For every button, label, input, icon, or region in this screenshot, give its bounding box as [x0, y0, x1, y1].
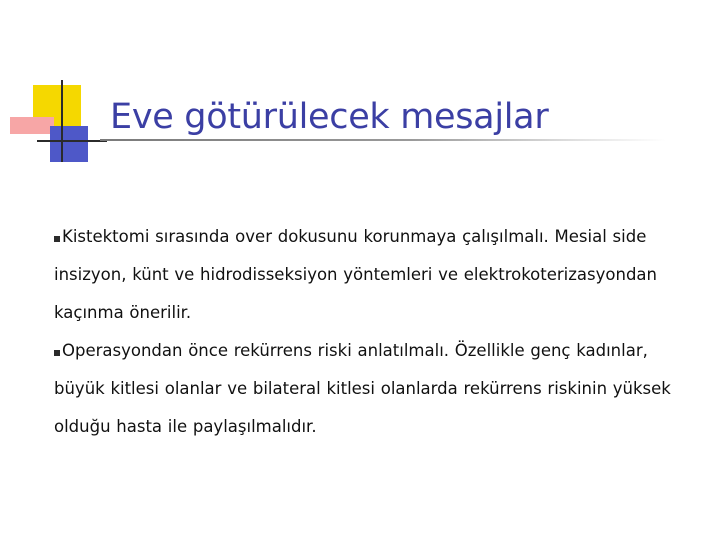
bullet-item: [54, 218, 694, 332]
slide-title: Eve götürülecek mesajlar: [110, 97, 549, 137]
logo-vertical-line: [61, 80, 63, 162]
logo-horizontal-line: [37, 140, 107, 142]
bullet-item: [54, 332, 694, 446]
logo-red-bar: [10, 117, 54, 134]
bullet-text: Operasyondan önce rekürrens riski anlatılmalı. Özellikle genç kadınlar, büyük kitlesi olanlar ve bilateral kitlesi olanlarda rekürrens riskinin yüksek olduğu hasta ile paylaşılmalıdır.: [54, 341, 671, 436]
logo-blue-square: [50, 126, 88, 162]
bullet-square-icon: [54, 350, 60, 356]
bullet-text: Kistektomi sırasında over dokusunu korunmaya çalışılmalı. Mesial side insizyon, künt ve hidrodisseksiyon yöntemleri ve elektrokoterizasyondan kaçınma önerilir.: [54, 227, 657, 322]
bullet-square-icon: [54, 236, 60, 242]
title-underline: [100, 139, 666, 141]
bullet-list: [54, 218, 694, 446]
